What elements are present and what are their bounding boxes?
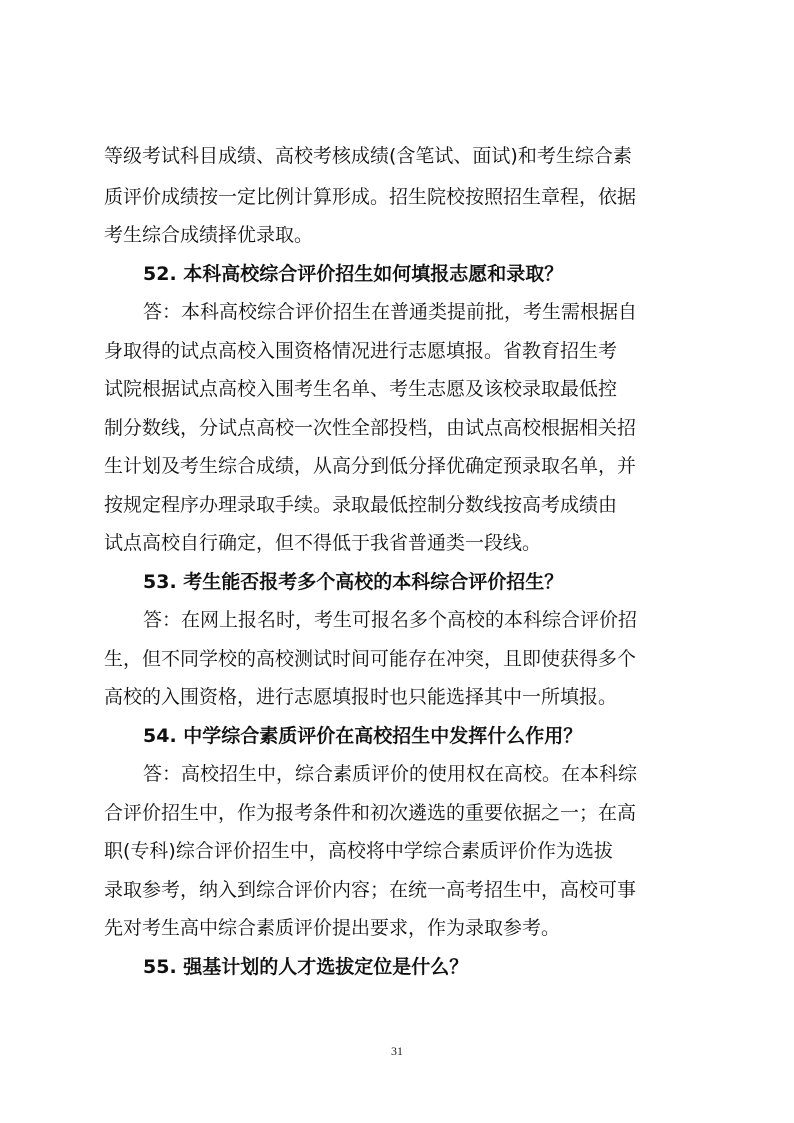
paragraph-line: 质评价成绩按一定比例计算形成。招生院校按照招生章程，依据	[104, 186, 637, 208]
answer-line: 生，但不同学校的高校测试时间可能存在冲突，且即使获得多个	[104, 648, 637, 670]
paragraph-line: 考生综合成绩择优录取。	[104, 224, 314, 246]
question-heading-52: 52. 本科高校综合评价招生如何填报志愿和录取？	[143, 263, 564, 285]
answer-line: 答：在网上报名时，考生可报名多个高校的本科综合评价招	[143, 609, 638, 631]
question-heading-54: 54. 中学综合素质评价在高校招生中发挥什么作用？	[143, 725, 583, 747]
answer-line: 答：高校招生中，综合素质评价的使用权在高校。在本科综	[143, 763, 638, 785]
question-heading-53: 53. 考生能否报考多个高校的本科综合评价招生？	[143, 571, 564, 593]
answer-line: 身取得的试点高校入围资格情况进行志愿填报。省教育招生考	[104, 340, 618, 362]
answer-line: 制分数线，分试点高校一次性全部投档，由试点高校根据相关招	[104, 417, 637, 439]
answer-line: 生计划及考生综合成绩，从高分到低分择优确定预录取名单，并	[104, 455, 637, 477]
page-number: 31	[391, 1044, 403, 1058]
answer-line: 试院根据试点高校入围考生名单、考生志愿及该校录取最低控	[104, 378, 618, 400]
answer-line: 按规定程序办理录取手续。录取最低控制分数线按高考成绩由	[104, 494, 618, 516]
answer-line: 试点高校自行确定，但不得低于我省普通类一段线。	[104, 532, 542, 554]
answer-line: 答：本科高校综合评价招生在普通类提前批，考生需根据自	[143, 301, 638, 323]
answer-line: 高校的入围资格，进行志愿填报时也只能选择其中一所填报。	[104, 686, 618, 708]
paragraph-line: 等级考试科目成绩、高校考核成绩(含笔试、面试)和考生综合素	[104, 145, 632, 167]
answer-line: 职(专科)综合评价招生中，高校将中学综合素质评价作为选拔	[104, 840, 613, 862]
answer-line: 合评价招生中，作为报考条件和初次遴选的重要依据之一；在高	[104, 802, 637, 824]
answer-line: 录取参考，纳入到综合评价内容；在统一高考招生中，高校可事	[104, 879, 637, 901]
answer-line: 先对考生高中综合素质评价提出要求，作为录取参考。	[104, 917, 561, 939]
question-heading-55: 55. 强基计划的人才选拔定位是什么？	[143, 956, 469, 978]
